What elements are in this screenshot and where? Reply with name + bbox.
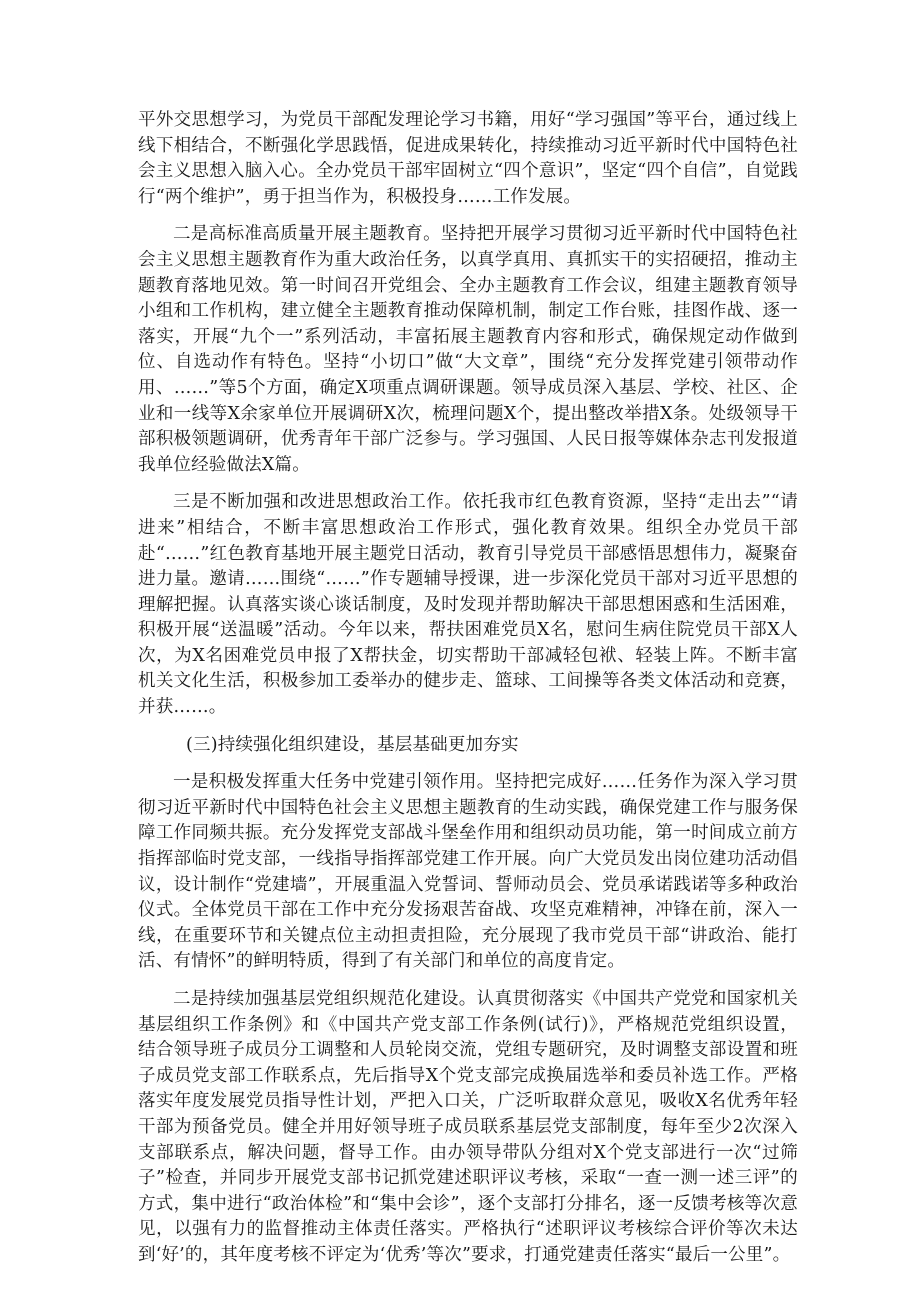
paragraph-ideological-work: 三是不断加强和改进思想政治工作。依托我市红色教育资源，坚持“走出去”“请进来”相结合，不断丰富思想政治工作形式，强化教育效果。组织全办党员干部赴“……”红色教育基地开展主题党日活动，教育引导党员干部感悟思想伟力，凝聚奋进力量。邀请……围绕“……”作专题辅导授课，进一步深化党员干部对习近平思想的理解把握。认真落实谈心谈话制度，及时发现并帮助解决干部思想困惑和生活困难，积极开展“送温暖”活动。今年以来，帮扶困难党员X名，慰问生病住院党员干部X人次，为X名困难党员申报了X帮扶金，切实帮助干部减轻包袱、轻装上阵。不断丰富机关文化生活，积极参加工委举办的健步走、篮球、工间操等各类文体活动和竞赛，并获……。 — [138, 492, 798, 718]
section-heading: (三)持续强化组织建设，基层基础更加夯实 — [186, 734, 519, 755]
paragraph-continued-intro: 平外交思想学习，为党员干部配发理论学习书籍，用好“学习强国”等平台，通过线上线下相结合，不断强化学思践悟，促进成果转化，持续推动习近平新时代中国特色社会主义思想入脑入心。全办党员干部牢固树立“四个意识”，坚定“四个自信”，自觉践行“两个维护”，勇于担当作为，积极投身……工作发展。 — [138, 110, 798, 207]
paragraph-party-leadership: 一是积极发挥重大任务中党建引领作用。坚持把完成好……任务作为深入学习贯彻习近平新时代中国特色社会主义思想主题教育的生动实践，确保党建工作与服务保障工作同频共振。充分发挥党支部战斗堡垒作用和组织动员功能，第一时间成立前方指挥部临时党支部，一线指导指挥部党建工作开展。向广大党员发出岗位建功活动倡议，设计制作“党建墙”，开展重温入党誓词、誓师动员会、党员承诺践诺等多种政治仪式。全体党员干部在工作中充分发扬艰苦奋战、攻坚克难精神，冲锋在前，深入一线，在重要环节和关键点位主动担责担险，充分展现了我市党员干部“讲政治、能打活、有情怀”的鲜明特质，得到了有关部门和单位的高度肯定。 — [138, 772, 798, 972]
paragraph-grassroots-organization: 二是持续加强基层党组织规范化建设。认真贯彻落实《中国共产党党和国家机关基层组织工作条例》和《中国共产党支部工作条例(试行)》，严格规范党组织设置，结合领导班子成员分工调整和人员轮岗交流，党组专题研究，及时调整支部设置和班子成员党支部工作联系点，先后指导X个党支部完成换届选举和委员补选工作。严格落实年度发展党员指导性计划，严把入口关，广泛听取群众意见，吸收X名优秀年轻干部为预备党员。健全并用好领导班子成员联系基层党支部制度，每年至少2次深入支部联系点，解决问题，督导工作。由办领导带队分组对X个党支部进行一次“过筛子”检查，并同步开展党支部书记抓党建述职评议考核，采取“一查一测一述三评”的方式，集中进行“政治体检”和“集中会诊”，逐个支部打分排名，逐一反馈考核等次意见，以强有力的监督推动主体责任落实。严格执行“述职评议考核综合评价等次未达到‘好’的，其年度考核不评定为‘优秀’等次”要求，打通党建责任落实“最后一公里”。 — [138, 989, 798, 1265]
document-body — [138, 108, 798, 1281]
paragraph-theme-education: 二是高标准高质量开展主题教育。坚持把开展学习贯彻习近平新时代中国特色社会主义思想主题教育作为重大政治任务，以真学真用、真抓实干的实招硬招，推动主题教育落地见效。第一时间召开党组会、全办主题教育工作会议，组建主题教育领导小组和工作机构，建立健全主题教育推动保障机制，制定工作台账，挂图作战、逐一落实，开展“九个一”系列活动，丰富拓展主题教育内容和形式，确保规定动作做到位、自选动作有特色。坚持“小切口”做“大文章”，围绕“充分发挥党建引领带动作用、……”等5个方面，确定X项重点调研课题。领导成员深入基层、学校、社区、企业和一线等X余家单位开展调研X次，梳理问题X个，提出整改举措X条。处级领导干部积极领题调研，优秀青年干部广泛参与。学习强国、人民日报等媒体杂志刊发报道我单位经验做法X篇。 — [138, 224, 798, 475]
